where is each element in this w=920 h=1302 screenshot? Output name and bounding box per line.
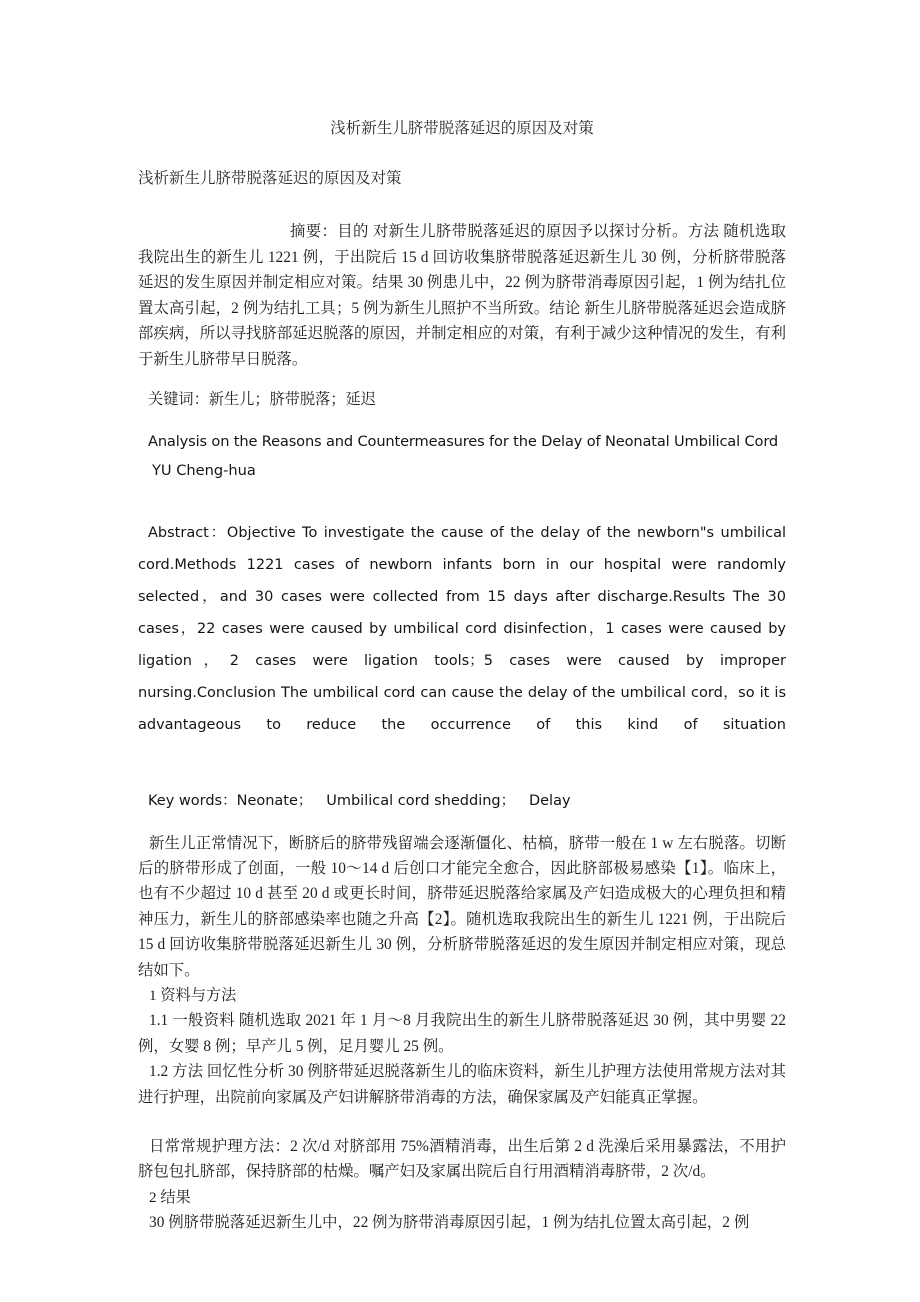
document-content-column: [138, 0, 786, 1236]
section-2-paragraph: 30 例脐带脱落延迟新生儿中，22 例为脐带消毒原因引起，1 例为结扎位置太高引起，2 例: [149, 1214, 750, 1232]
chinese-keywords: 关键词：新生儿；脐带脱落；延迟: [148, 391, 376, 409]
section-heading-2: 2 结果: [149, 1188, 191, 1206]
english-abstract: Abstract：Objective To investigate the cause of the delay of the newborn"s umbilical cord.Methods 1221 cases of newborn infants born in our hospital were randomly selected，and 30 cases were collected from 15 days after discharge.Results The 30 cases，22 cases were caused by umbilical cord disinfection，1 cases were caused by ligation，2 cases were ligation tools；5 cases were caused by improper nursing.Conclusion The umbilical cord can cause the delay of the umbilical cord，so it is advantageous to reduce the occurrence of this kind of situation: [138, 524, 786, 733]
document-subtitle: 浅析新生儿脐带脱落延迟的原因及对策: [138, 170, 402, 187]
section-1-1-paragraph: 1.1 一般资料 随机选取 2021 年 1 月～8 月我院出生的新生儿脐带脱落延迟 30 例，其中男婴 22 例，女婴 8 例；早产儿 5 例，足月婴儿 25 例。: [138, 1012, 786, 1055]
section-1-2-paragraph: 1.2 方法 回忆性分析 30 例脐带延迟脱落新生儿的临床资料，新生儿护理方法使用常规方法对其进行护理，出院前向家属及产妇讲解脐带消毒的方法，确保家属及产妇能真正掌握。: [138, 1063, 786, 1106]
english-author: YU Cheng-hua: [152, 461, 256, 479]
introduction-paragraph: 新生儿正常情况下，断脐后的脐带残留端会逐渐僵化、枯槁，脐带一般在 1 w 左右脱落。切断后的脐带形成了创面，一般 10～14 d 后创口才能完全愈合，因此脐部极易感染【1】。临床上，也有不少超过 10 d 甚至 20 d 或更长时间，脐带延迟脱落给家属及产妇造成极大的心理负担和精神压力，新生儿的脐部感染率也随之升高【2】。随机选取我院出生的新生儿 1221 例，于出院后 15 d 回访收集脐带脱落延迟新生儿 30 例，分析脐带脱落延迟的发生原因并制定相应对策，现总结如下。: [138, 834, 786, 979]
english-keywords: Key words：Neonate； Umbilical cord shedding； Delay: [148, 793, 571, 810]
section-heading-1: 1 资料与方法: [149, 987, 237, 1005]
daily-care-paragraph: 日常常规护理方法：2 次/d 对脐部用 75%酒精消毒，出生后第 2 d 洗澡后采用暴露法，不用护脐包包扎脐部，保持脐部的枯燥。嘱产妇及家属出院后自行用酒精消毒脐带，2 次/d。: [138, 1138, 786, 1181]
page-title: 浅析新生儿脐带脱落延迟的原因及对策: [330, 120, 594, 137]
english-title: Analysis on the Reasons and Countermeasures for the Delay of Neonatal Umbilical Cord: [148, 432, 779, 450]
chinese-abstract: 摘要：目的 对新生儿脐带脱落延迟的原因予以探讨分析。方法 随机选取我院出生的新生儿 1221 例，于出院后 15 d 回访收集脐带脱落延迟新生儿 30 例，分析脐带脱落延迟的发生原因并制定相应对策。结果 30 例患儿中，22 例为脐带消毒原因引起，1 例为结扎位置太高引起，2 例为结扎工具；5 例为新生儿照护不当所致。结论 新生儿脐带脱落延迟会造成脐部疾病，所以寻找脐部延迟脱落的原因，并制定相应的对策，有利于减少这种情况的发生，有利于新生儿脐带早日脱落。: [138, 223, 786, 368]
